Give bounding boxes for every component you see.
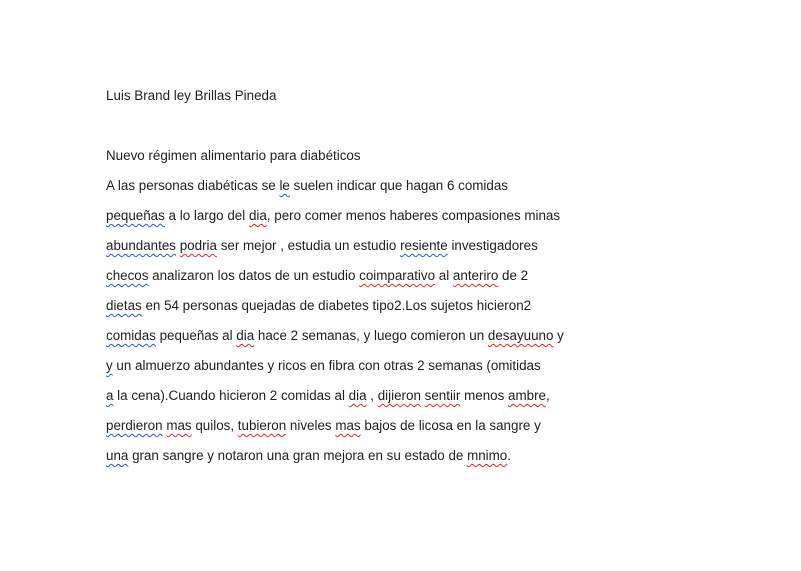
grammar-flagged-word: abundantes xyxy=(106,238,176,253)
body-line xyxy=(106,448,511,464)
body-text-segment: suelen indicar que hagan 6 comidas xyxy=(289,178,508,193)
body-text-segment: quilos, xyxy=(191,418,238,433)
spelling-error-word: coimparativo xyxy=(359,268,436,283)
spelling-error-word: dia xyxy=(248,208,267,223)
grammar-flagged-word: pequeñas xyxy=(106,208,165,223)
body-line xyxy=(106,298,531,314)
spelling-error-word: anteriro xyxy=(452,268,499,283)
spelling-error-word: ambre xyxy=(508,388,546,403)
body-text-segment: , xyxy=(545,388,550,403)
body-text-segment: menos xyxy=(460,388,509,403)
spelling-error-word: dia xyxy=(348,388,367,403)
grammar-flagged-word: le xyxy=(279,178,290,193)
body-text-segment: analizaron los datos de un estudio xyxy=(148,268,360,283)
body-text-segment: , pero comer menos haberes compasiones minas xyxy=(266,208,561,223)
body-text-segment: investigadores xyxy=(447,238,538,253)
body-text-segment: hace 2 semanas, y luego comieron un xyxy=(254,328,488,343)
spelling-error-word: sentiir xyxy=(424,388,461,403)
body-text-segment: bajos de licosa en la sangre y xyxy=(360,418,541,433)
body-text-segment: en 54 personas quejadas de diabetes tipo2.Los sujetos hicieron2 xyxy=(141,298,532,313)
body-line xyxy=(106,388,550,404)
spelling-error-word: dia xyxy=(236,328,255,343)
spelling-error-word: mas xyxy=(166,418,192,433)
grammar-flagged-word: comidas xyxy=(106,328,156,343)
body-text-segment: y xyxy=(553,328,564,343)
body-line xyxy=(106,238,538,254)
body-text-segment: al xyxy=(435,268,453,283)
body-text-segment: niveles xyxy=(286,418,336,433)
spelling-error-word: tubieron xyxy=(237,418,287,433)
grammar-flagged-word: una xyxy=(106,448,129,463)
body-text-segment: , xyxy=(366,388,378,403)
body-text-segment: ser mejor , estudia un estudio xyxy=(216,238,401,253)
spelling-error-word: mas xyxy=(335,418,361,433)
body-text-segment: A las personas diabéticas se xyxy=(106,178,280,193)
grammar-flagged-word: checos xyxy=(106,268,149,283)
grammar-flagged-word: resiente xyxy=(400,238,448,253)
body-text-segment: . xyxy=(507,448,511,463)
spelling-error-word: mnimo xyxy=(467,448,508,463)
body-text-segment: a lo largo del xyxy=(164,208,249,223)
document-title: Nuevo régimen alimentario para diabéticos xyxy=(106,148,361,163)
body-text-segment: la cena).Cuando hicieron 2 comidas al xyxy=(113,388,349,403)
body-text-segment: pequeñas al xyxy=(155,328,237,343)
grammar-flagged-word: y xyxy=(106,358,113,373)
spelling-error-word: dijieron xyxy=(377,388,421,403)
body-line xyxy=(106,418,541,434)
grammar-flagged-word: a xyxy=(106,388,114,403)
body-text-segment: de 2 xyxy=(498,268,529,283)
body-line xyxy=(106,328,564,344)
body-text-segment: gran sangre y notaron una gran mejora en su estado de xyxy=(128,448,468,463)
body-line xyxy=(106,208,560,224)
body-line xyxy=(106,268,528,284)
grammar-flagged-word: perdieron xyxy=(106,418,163,433)
grammar-flagged-word: dietas xyxy=(106,298,142,313)
author-name: Luis Brand ley Brillas Pineda xyxy=(106,88,277,103)
body-line xyxy=(106,178,508,194)
body-line xyxy=(106,358,541,374)
spelling-error-word: podria xyxy=(179,238,217,253)
body-text-segment: un almuerzo abundantes y ricos en fibra con otras 2 semanas (omitidas xyxy=(112,358,541,373)
spelling-error-word: desayuuno xyxy=(487,328,554,343)
